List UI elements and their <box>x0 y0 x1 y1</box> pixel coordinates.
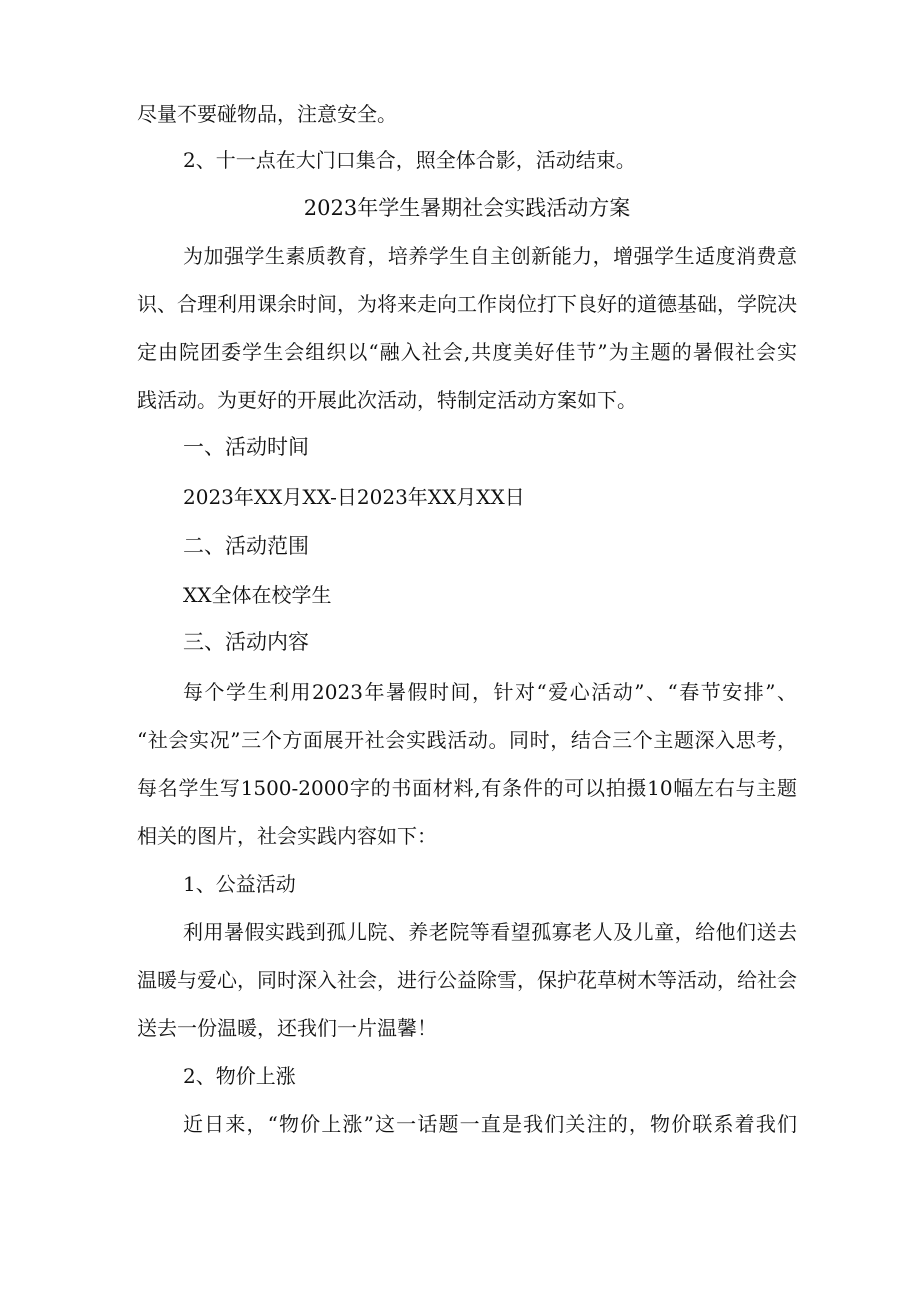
paragraph-line: 定由院团委学生会组织以“融入社会,共度美好佳节”为主题的暑假社会实 <box>137 340 797 364</box>
subsection-heading: 2、物价上涨 <box>183 1064 296 1088</box>
paragraph-line: 尽量不要碰物品，注意安全。 <box>137 102 397 126</box>
paragraph-line: 2023年XX月XX-日2023年XX月XX日 <box>183 485 525 509</box>
document-title: 2023年学生暑期社会实践活动方案 <box>303 196 631 220</box>
section-heading-scope: 二、活动范围 <box>183 534 309 558</box>
paragraph-line: 践活动。为更好的开展此次活动，特制定活动方案如下。 <box>137 388 637 412</box>
paragraph-line: 近日来，“物价上涨”这一话题一直是我们关注的，物价联系着我们 <box>183 1112 797 1136</box>
paragraph-line: “社会实况”三个方面展开社会实践活动。同时，结合三个主题深入思考， <box>137 728 797 752</box>
paragraph-line: 识、合理利用课余时间，为将来走向工作岗位打下良好的道德基础，学院决 <box>137 292 797 316</box>
paragraph-line: 相关的图片，社会实践内容如下： <box>137 824 437 848</box>
subsection-heading: 1、公益活动 <box>183 872 296 896</box>
section-heading-time: 一、活动时间 <box>183 435 309 459</box>
paragraph-line: 每名学生写1500-2000字的书面材料,有条件的可以拍摄10幅左右与主题 <box>137 776 797 800</box>
paragraph-line: 2、十一点在大门口集合，照全体合影，活动结束。 <box>183 148 636 172</box>
paragraph-line: 为加强学生素质教育，培养学生自主创新能力，增强学生适度消费意 <box>183 244 797 268</box>
paragraph-line: 每个学生利用2023年暑假时间，针对“爱心活动”、“春节安排”、 <box>183 680 797 704</box>
section-heading-content: 三、活动内容 <box>183 630 309 654</box>
paragraph-line: 温暖与爱心，同时深入社会，进行公益除雪，保护花草树木等活动，给社会 <box>137 968 797 992</box>
paragraph-line: 利用暑假实践到孤儿院、养老院等看望孤寡老人及儿童，给他们送去 <box>183 920 797 944</box>
paragraph-line: XX全体在校学生 <box>183 583 332 607</box>
paragraph-line: 送去一份温暖，还我们一片温馨！ <box>137 1016 437 1040</box>
